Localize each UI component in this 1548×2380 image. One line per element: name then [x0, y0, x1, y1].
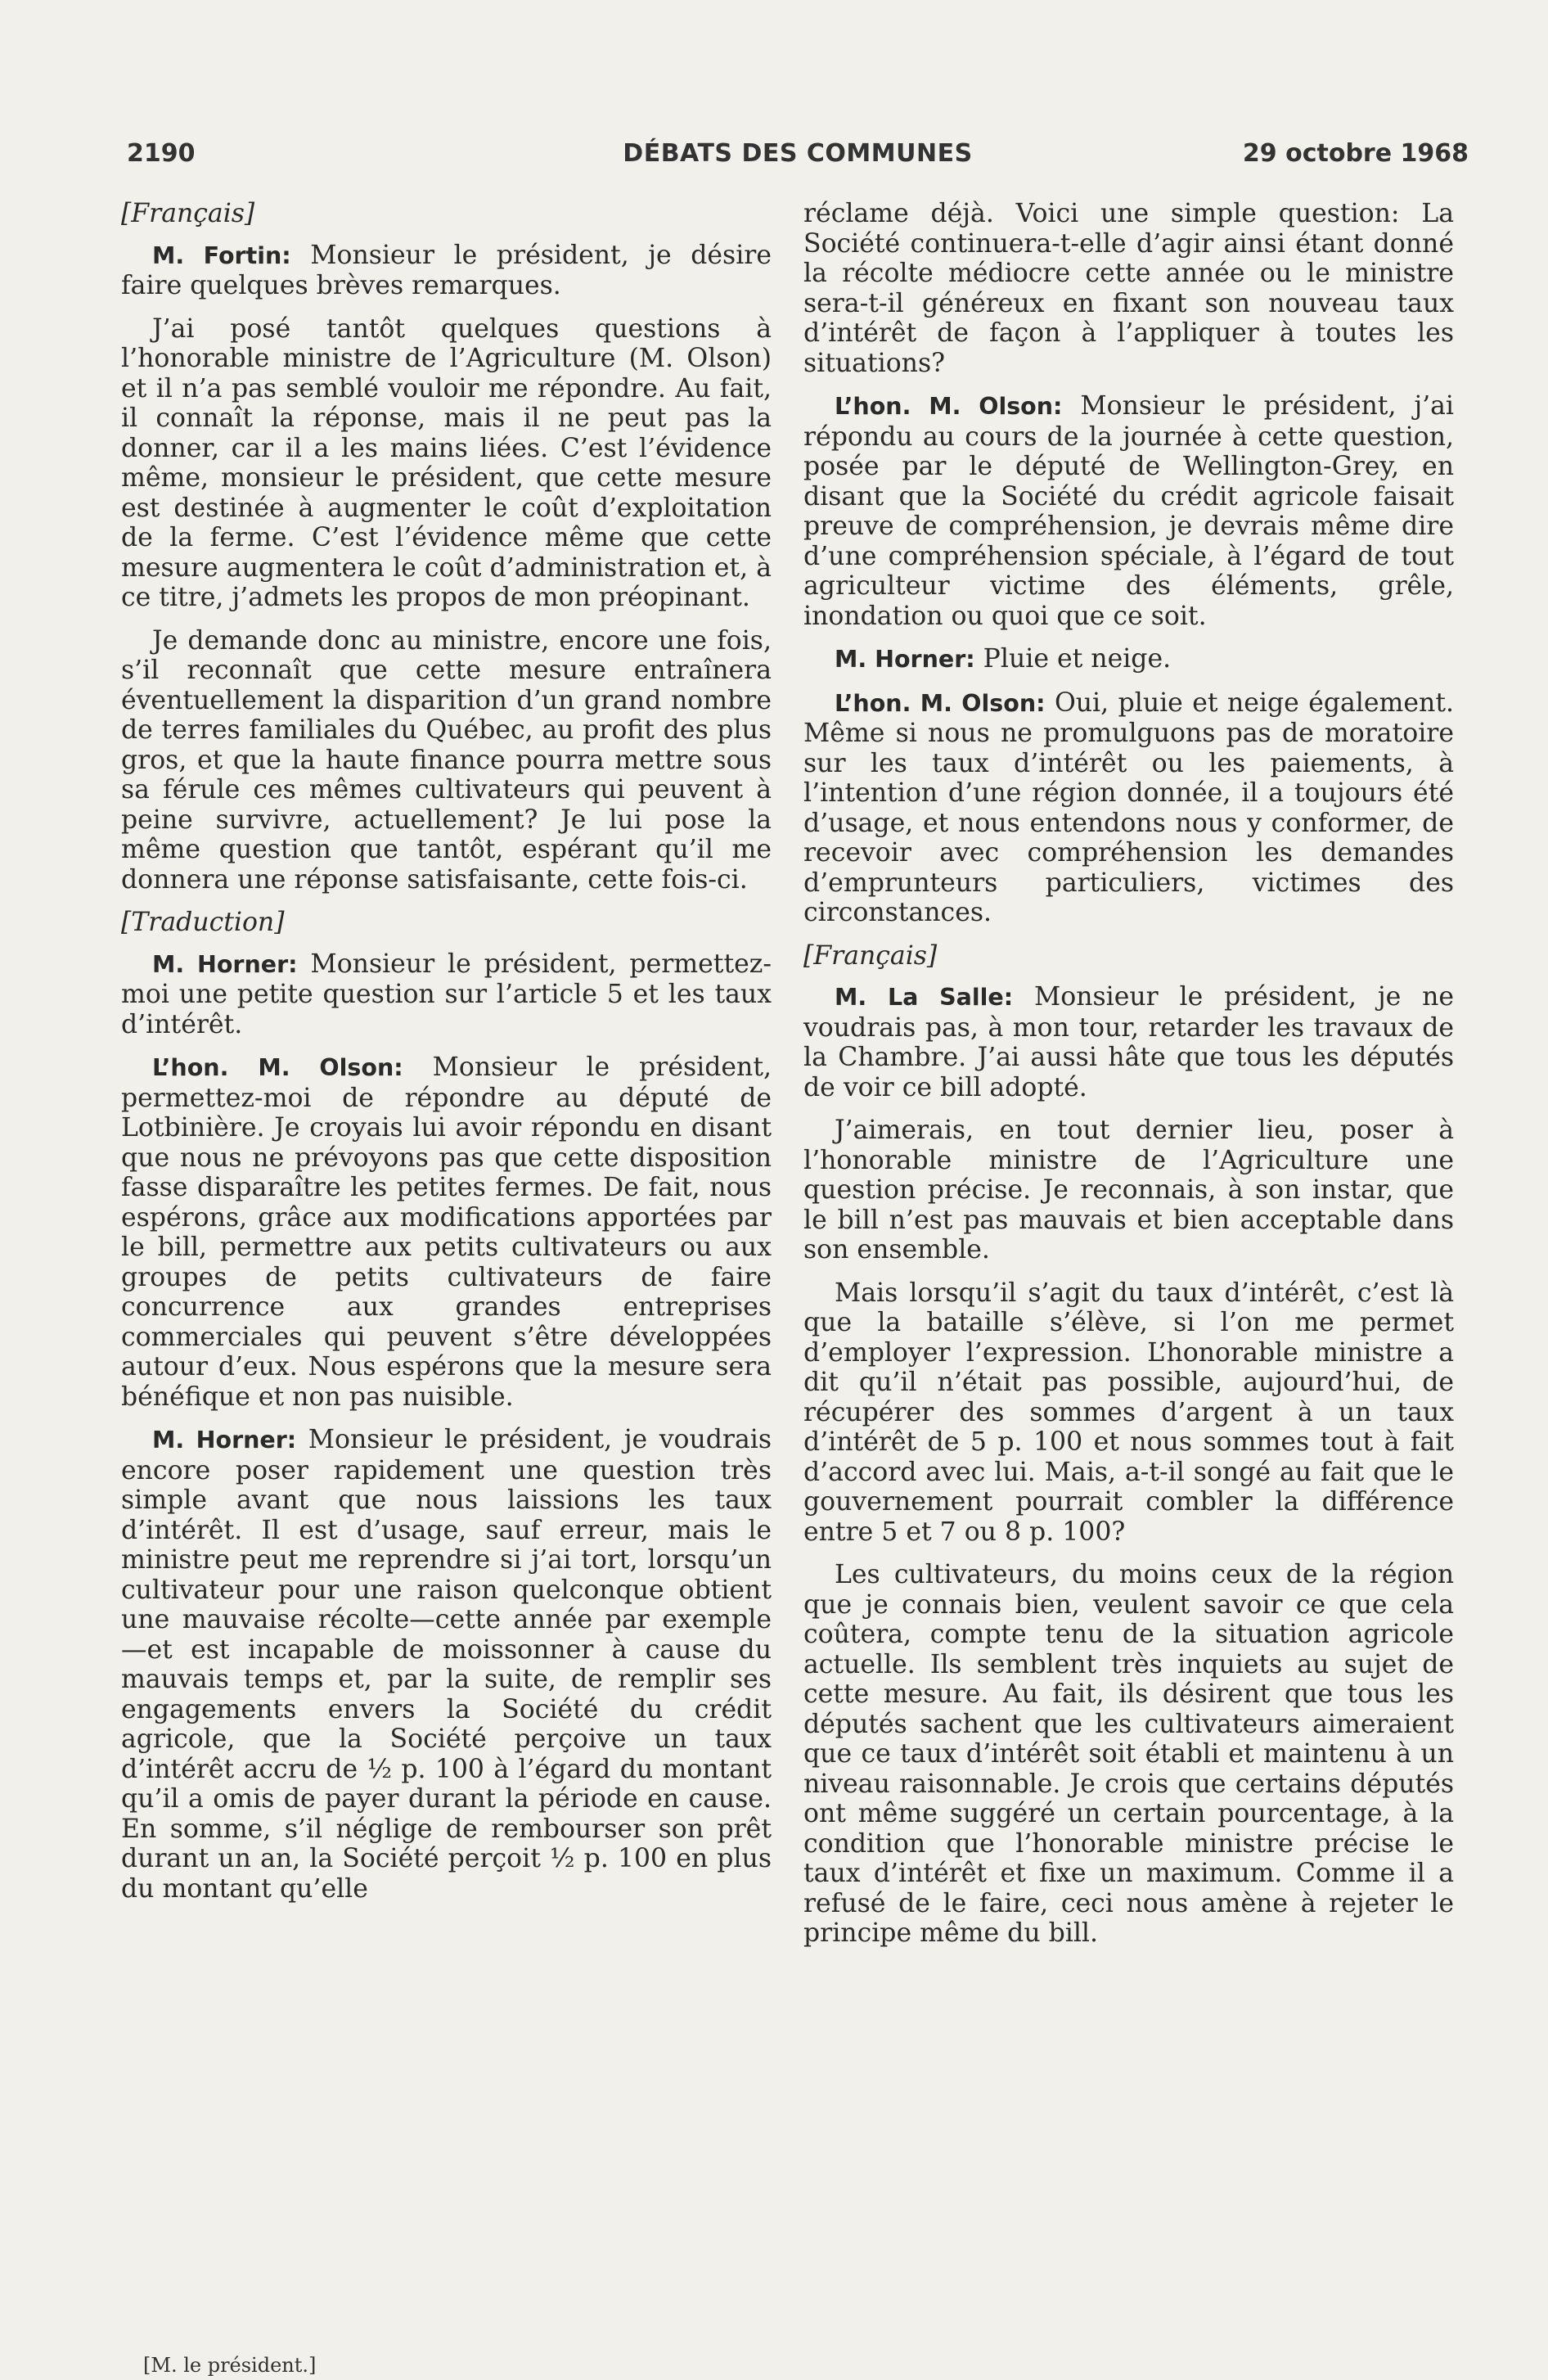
- paragraph: [803, 644, 1454, 675]
- speaker-name: M. Horner:: [152, 1427, 297, 1454]
- speech-text: Oui, pluie et neige également. Même si nous ne promulguons pas de moratoire sur les taux d’intérêt ou les paiements, à l’intention d’une région donnée, il a toujours été d’usage, et nous entendons nous y conformer, de recevoir avec compréhension les demandes d’emprunteurs particuliers, victimes des circonstances.: [803, 687, 1454, 927]
- speaker-name: L’hon. M. Olson:: [835, 393, 1063, 420]
- paragraph: [803, 391, 1454, 631]
- speech-text: Monsieur le président, je voudrais encore poser rapidement une question très simple avant que nous laissions les taux d’intérêt. Il est d’usage, sauf erreur, mais le ministre peut me reprendre si j’ai tort, lorsqu’un cultivateur pour une raison quelconque obtient une mauvaise récolte—cette année par exemple—et est incapable de moissonner à cause du mauvais temps et, par la suite, de remplir ses engagements envers la Société du crédit agricole, que la Société perçoive un taux d’intérêt accru de ½ p. 100 à l’égard du montant qu’il a omis de payer durant la période en cause. En somme, s’il néglige de rembourser son prêt durant un an, la Société perçoit ½ p. 100 en plus du montant qu’elle: [121, 1425, 772, 1904]
- paragraph: [121, 1425, 772, 1904]
- paragraph: [803, 688, 1454, 928]
- language-tag: [Français]: [121, 199, 255, 228]
- paragraph: [121, 241, 772, 301]
- paragraph: [803, 982, 1454, 1102]
- publication-title: DÉBATS DES COMMUNES: [623, 139, 973, 168]
- speaker-name: M. Fortin:: [152, 241, 291, 269]
- page-header: [127, 139, 1469, 180]
- paragraph: [121, 949, 772, 1040]
- paragraph: Mais lorsqu’il s’agit du taux d’intérêt, c’est là que la bataille s’élève, si l’on me permet d’employer l’expression. L’honorable ministre a dit qu’il n’était pas possible, aujourd’hui, de récupérer des sommes d’argent à un taux d’intérêt de 5 p. 100 et nous sommes tout à fait d’accord avec lui. Mais, a-t-il songé au fait que le gouvernement pourrait combler la différence entre 5 et 7 ou 8 p. 100?: [803, 1278, 1454, 1547]
- paragraph: J’ai posé tantôt quelques questions à l’honorable ministre de l’Agriculture (M. Olson) et il n’a pas semblé vouloir me répondre. Au fait, il connaît la réponse, mais il ne peut pas la donner, car il a les mains liées. C’est l’évidence même, monsieur le président, que cette mesure est destinée à augmenter le coût d’exploitation de la ferme. C’est l’évidence même que cette mesure augmentera le coût d’administration et, à ce titre, j’admets les propos de mon préopinant.: [121, 313, 772, 612]
- speaker-name: M. La Salle:: [835, 984, 1014, 1011]
- publication-date: 29 octobre 1968: [1242, 139, 1469, 168]
- speaker-name: L’hon. M. Olson:: [835, 689, 1046, 717]
- right-column: [803, 199, 1454, 1962]
- speaker-name: M. Horner:: [152, 950, 298, 978]
- paragraph: Les cultivateurs, du moins ceux de la région que je connais bien, veulent savoir ce que cela coûtera, compte tenu de la situation agricole actuelle. Ils semblent très inquiets au sujet de cette mesure. Au fait, ils désirent que tous les députés sachent que les cultivateurs aimeraient que ce taux d’intérêt soit établi et maintenu à un niveau raisonnable. Je crois que certains députés ont même suggéré un certain pourcentage, à la condition que l’honorable ministre précise le taux d’intérêt et fixe un maximum. Comme il a refusé de le faire, ceci nous amène à rejeter le principe même du bill.: [803, 1560, 1454, 1948]
- speech-text: Monsieur le président, j’ai répondu au cours de la journée à cette question, posée par le député de Wellington-Grey, en disant que la Société du crédit agricole faisait preuve de compréhension, je devrais même dire d’une compréhension spéciale, à l’égard de tout agriculteur victime des éléments, grêle, inondation ou quoi que ce soit.: [803, 391, 1454, 631]
- paragraph: Je demande donc au ministre, encore une fois, s’il reconnaît que cette mesure entraînera éventuellement la disparition d’un grand nombre de terres familiales du Québec, au profit des plus gros, et que la haute finance pourra mettre sous sa férule ces mêmes cultivateurs qui peuvent à peine survivre, actuellement? Je lui pose la même question que tantôt, espérant qu’il me donnera une réponse satisfaisante, cette fois-ci.: [121, 625, 772, 895]
- speech-text: Monsieur le président, je ne voudrais pas, à mon tour, retarder les travaux de la Chambre. J’ai aussi hâte que tous les députés de voir ce bill adopté.: [803, 982, 1455, 1102]
- page-number: 2190: [127, 139, 196, 168]
- paragraph: réclame déjà. Voici une simple question: La Société continuera-t-elle d’agir ainsi étant donné la récolte médiocre cette année ou le ministre sera-t-il généreux en fixant son nouveau taux d’intérêt de façon à l’appliquer à toutes les situations?: [803, 199, 1454, 378]
- language-tag: [Traduction]: [121, 908, 285, 937]
- speech-text: Monsieur le président, permettez-moi de répondre au député de Lotbinière. Je croyais lui avoir répondu en disant que nous ne prévoyons pas que cette disposition fasse disparaître les petites fermes. De fait, nous espérons, grâce aux modifications apportées par le bill, permettre aux petits cultivateurs ou aux groupes de petits cultivateurs de faire concurrence aux grandes entreprises commerciales qui peuvent s’être développées autour d’eux. Nous espérons que la mesure sera bénéfique et non pas nuisible.: [121, 1053, 772, 1412]
- speaker-name: L’hon. M. Olson:: [152, 1054, 403, 1081]
- speech-text: Pluie et neige.: [974, 644, 1172, 674]
- language-tag: [Français]: [803, 940, 938, 971]
- page-footer: [M. le président.]: [143, 2354, 317, 2377]
- paragraph: [121, 1053, 772, 1412]
- speech-text: Monsieur le président, je désire faire quelques brèves remarques.: [121, 240, 772, 300]
- paragraph: J’aimerais, en tout dernier lieu, poser à l’honorable ministre de l’Agriculture une question précise. Je reconnais, à son instar, que le bill n’est pas mauvais et bien acceptable dans son ensemble.: [803, 1116, 1454, 1264]
- speaker-name: M. Horner:: [835, 646, 975, 673]
- left-column: [121, 199, 772, 1917]
- speech-text: Monsieur le président, permettez-moi une petite question sur l’article 5 et les taux d’intérêt.: [121, 949, 772, 1039]
